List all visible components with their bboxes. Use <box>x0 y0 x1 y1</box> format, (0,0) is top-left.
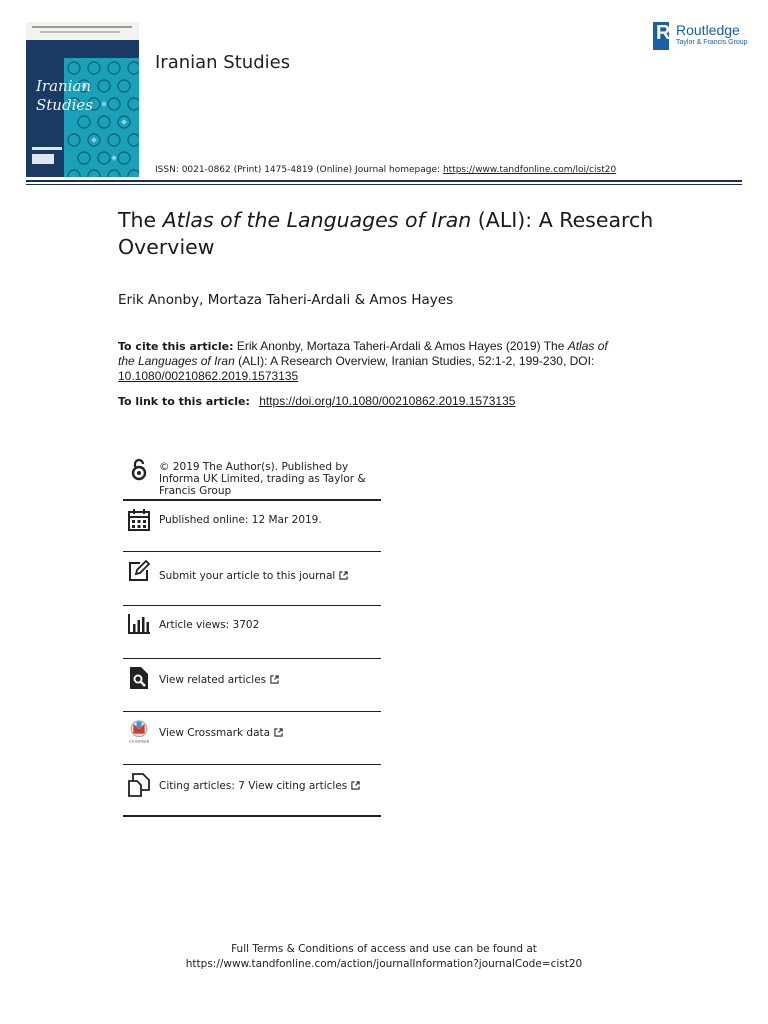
header-divider <box>26 180 742 182</box>
published-date-text: Published online: 12 Mar 2019. <box>159 514 322 526</box>
submit-article-row[interactable] <box>123 553 381 605</box>
publisher-group: Taylor & Francis Group <box>676 39 748 46</box>
cover-footer-mark <box>32 147 62 150</box>
article-link-line <box>118 394 515 409</box>
external-link-icon <box>339 571 348 580</box>
header-divider-thin <box>26 184 742 185</box>
external-link-icon <box>270 675 279 684</box>
article-views-row <box>123 606 381 658</box>
citing-articles-link[interactable]: Citing articles: 7 View citing articles <box>159 780 360 792</box>
article-title: The Atlas of the Languages of Iran (ALI): A Research Overview <box>118 208 654 259</box>
link-label: To link to this article: <box>118 395 250 408</box>
cover-title: Iranian Studies <box>36 77 93 114</box>
info-divider-bottom <box>123 815 381 817</box>
open-access-icon <box>127 458 151 482</box>
citation-block: To cite this article: Erik Anonby, Mortaza Taheri-Ardali & Amos Hayes (2019) The Atlas of the Languages of Iran (ALI): A Research Overview, Iranian Studies, 52:1-2, 199-230, DOI: 10.1080/00210862.2019.1573135 <box>118 339 608 383</box>
journal-homepage-link[interactable]: https://www.tandfonline.com/loi/cist20 <box>442 165 617 175</box>
submit-article-link[interactable]: Submit your article to this journal <box>159 570 348 582</box>
cover-publisher-mark <box>32 154 54 164</box>
crossmark-small-label: CrossMark <box>128 739 150 744</box>
article-authors: Erik Anonby, Mortaza Taheri-Ardali & Amos Hayes <box>118 292 454 308</box>
issn-text: ISSN: 0021-0862 (Print) 1475-4819 (Online) Journal homepage: <box>155 165 441 175</box>
article-doi-link[interactable]: https://doi.org/10.1080/00210862.2019.1573135 <box>259 394 516 408</box>
document-search-icon <box>127 666 151 690</box>
footer-terms-text: Full Terms & Conditions of access and use can be found at <box>231 943 537 955</box>
issn-line <box>155 165 616 175</box>
related-articles-link[interactable]: View related articles <box>159 674 279 686</box>
citation-doi-link[interactable]: 10.1080/00210862.2019.1573135 <box>118 369 299 383</box>
crossmark-icon <box>127 720 151 744</box>
cover-pattern <box>64 58 139 177</box>
open-access-row <box>123 456 381 501</box>
info-divider <box>123 551 381 552</box>
citing-articles-row[interactable] <box>123 765 381 817</box>
open-access-text: © 2019 The Author(s). Published by Informa UK Limited, trading as Taylor & Francis Group <box>159 461 366 497</box>
crossmark-link[interactable]: View Crossmark data <box>159 727 283 739</box>
cite-label: To cite this article: <box>118 340 234 353</box>
publisher-name: Routledge <box>676 22 740 38</box>
article-views-text: Article views: 3702 <box>159 619 260 631</box>
related-articles-row[interactable] <box>123 659 381 711</box>
journal-cover-image <box>26 22 139 177</box>
journal-name: Iranian Studies <box>155 52 291 73</box>
published-row <box>123 503 381 551</box>
citing-documents-icon <box>127 773 151 797</box>
calendar-icon <box>127 508 151 532</box>
cover-top-band <box>26 22 139 40</box>
edit-icon <box>127 559 151 583</box>
crossmark-row[interactable] <box>123 712 381 764</box>
info-divider <box>123 499 381 501</box>
routledge-logo-mark: R <box>656 22 671 44</box>
external-link-icon <box>274 728 283 737</box>
footer-terms-link[interactable]: https://www.tandfonline.com/action/journalInformation?journalCode=cist20 <box>185 958 583 970</box>
external-link-icon <box>351 781 360 790</box>
bar-chart-icon <box>127 612 151 636</box>
